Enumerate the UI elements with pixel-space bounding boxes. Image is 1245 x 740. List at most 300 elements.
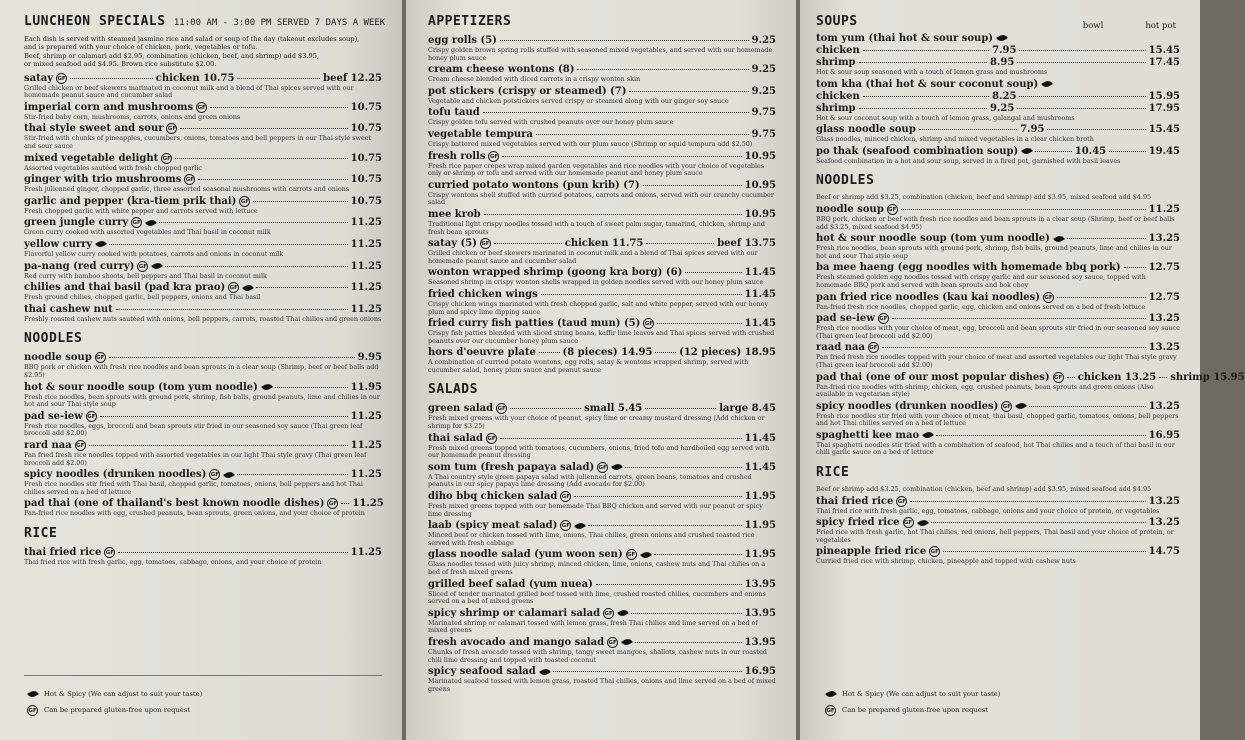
gluten-free-icon: GF (486, 433, 497, 444)
leader-dots (863, 96, 989, 97)
item-price-alt: chicken 13.25 (1077, 371, 1157, 383)
menu-item-line (24, 382, 382, 394)
leader-dots (1019, 50, 1145, 51)
item-price-alt: chicken 11.75 (564, 238, 644, 250)
item-name (816, 401, 1026, 413)
gluten-free-icon: GF (104, 547, 115, 558)
item-description: Glass noodles tossed with juicy shrimp, minced chicken, lime, onions, cashew nuts and Thai chilies on a bed of fresh mixed greens (428, 560, 766, 576)
soup-name: tom kha (thai hot & sour coconut soup) (816, 78, 1039, 90)
menu-item (816, 430, 1180, 457)
hot-pepper-icon (1021, 146, 1033, 156)
salads-items (428, 403, 776, 693)
leader-dots (253, 201, 347, 202)
soup-description: Glass noodles, minced chicken, shrimp and mixed vegetables in a clear chicken broth (816, 135, 1094, 144)
menu-item (24, 440, 382, 467)
item-description: Fresh rice noodles with your choice of meat, egg, broccoli and bean sprouts stir fried in our seasoned soy sauce (Thai green leaf broccoli add $2.00) (816, 324, 1180, 340)
item-description: Crispy battered mixed vegetables served with our plum sauce (Shrimp or squid tempura add $2.50) (428, 139, 753, 148)
leader-dots (654, 554, 742, 555)
left-panel (0, 0, 402, 740)
menu-item-line (24, 102, 382, 114)
item-name (24, 153, 172, 165)
menu-item-line (24, 196, 382, 208)
item-price: 11.25 (1148, 203, 1180, 215)
item-price: beef 12.25 (323, 72, 382, 84)
leader-dots (341, 503, 349, 504)
item-name-text: green salad (428, 403, 494, 415)
leader-dots (655, 352, 676, 353)
menu-item (816, 342, 1180, 369)
menu-item (428, 86, 776, 106)
menu-item (428, 318, 776, 345)
leader-dots (237, 474, 347, 475)
item-name-text: spicy noodles (drunken noodles) (24, 469, 207, 481)
menu-item-line (428, 579, 776, 591)
item-description: Fresh rice noodles, eggs, broccoli and bean sprouts stir fried in our seasoned soy sauce (Thai green leaf broccoli add $2.00) (24, 421, 363, 438)
item-name-text: noodle soup (816, 203, 884, 215)
price-bowl: 7.95 (1020, 124, 1045, 136)
hot-pepper-icon (242, 283, 254, 293)
leader-dots (1067, 238, 1146, 239)
item-name-text: yellow curry (24, 238, 93, 250)
item-name-text: raad naa (816, 342, 865, 354)
leader-dots (1029, 406, 1145, 407)
item-price: 11.45 (744, 288, 776, 300)
gluten-free-icon: GF (196, 102, 207, 113)
item-name (428, 433, 497, 445)
item-price: 13.95 (744, 607, 776, 619)
menu-item (428, 35, 776, 62)
menu-item (428, 666, 776, 693)
item-name (24, 196, 250, 208)
gluten-free-icon: GF (488, 151, 499, 162)
price-bowl: 8.25 (992, 90, 1017, 102)
menu-item (24, 102, 382, 122)
item-description: Marinated shrimp or calamari tossed with lemon grass, fresh Thai chilies and lime served on a bed of mixed greens (428, 618, 758, 635)
item-description: Stir-fried with chunks of pineapples, cucumbers, onions, tomatoes and bell peppers in our Thai style sweet and sour sauce (24, 134, 372, 150)
item-name-text: chilies and thai basil (pad kra prao) (24, 282, 226, 294)
item-name-text: rard naa (24, 439, 72, 451)
item-price: 10.75 (350, 195, 382, 207)
item-name (428, 180, 640, 192)
hot-pepper-icon (611, 462, 623, 472)
menu-item (816, 233, 1180, 260)
soup-item (816, 146, 1180, 166)
price-hotpot: 17.45 (1148, 57, 1181, 68)
item-price: 9.25 (751, 35, 776, 46)
item-name-text: spaghetti kee mao (816, 429, 920, 441)
item-price-alt: small 5.45 (584, 403, 643, 415)
item-price: 11.25 (352, 498, 384, 510)
menu-item (24, 73, 382, 100)
item-price: 9.25 (751, 64, 776, 76)
item-name (24, 304, 113, 316)
item-name-text: egg rolls (5) (428, 35, 497, 46)
item-name (428, 151, 499, 163)
menu-item-line (24, 73, 382, 85)
leader-dots (943, 551, 1145, 552)
item-name-text: ba mee haeng (egg noodles with homemade bbq pork) (816, 262, 1121, 274)
item-description: Seasoned shrimp in crispy wonton shells wrapped in golden noodles served with our honey plum sauce (428, 278, 764, 287)
item-name-text: green jungle curry (24, 217, 129, 229)
leader-dots (596, 584, 742, 585)
menu-item (816, 262, 1180, 289)
item-name-text: noodle soup (24, 352, 92, 364)
menu-item-line (428, 180, 776, 192)
item-price: shrimp 15.95 (1170, 371, 1245, 383)
item-price: 10.95 (744, 150, 776, 162)
hot-pepper-icon (575, 521, 587, 531)
item-price: 13.25 (1148, 233, 1180, 245)
gluten-free-icon: GF (607, 637, 618, 648)
leader-dots (574, 496, 741, 497)
gluten-free-icon: GF (161, 153, 172, 164)
menu-item (24, 469, 382, 496)
menu-item-line (428, 86, 776, 98)
price-hotpot: 19.45 (1148, 145, 1181, 157)
item-name-text: ginger with trio mushrooms (24, 174, 182, 186)
noodles-items-right (816, 203, 1245, 457)
gluten-free-icon: GF (137, 261, 148, 272)
price-hotpot: 15.45 (1148, 124, 1181, 136)
leader-dots (1124, 267, 1146, 268)
item-description: Traditional light crispy noodles tossed with a touch of sweet palm sugar, tamarind, chicken, shrimp and fresh bean sprouts (428, 219, 765, 236)
item-description: Crispy wontons shell stuffed with curried potatoes, carrots and onions, served with our crunchy cucumber salad (428, 190, 774, 207)
soup-name-line (816, 146, 1180, 158)
item-name-text: tofu taud (428, 107, 480, 119)
item-description: Crispy chicken wings marinated with fresh chopped garlic, salt and white pepper, served with our honey plum and spicy lime dipping sauce (428, 299, 769, 316)
item-price: 9.95 (357, 352, 382, 364)
gluten-free-icon: GF (643, 318, 654, 329)
hot-pepper-icon (145, 218, 157, 228)
item-description: Cream cheese blended with diced carrots in a crispy wonton skin (428, 75, 641, 84)
gluten-free-icon: GF (896, 496, 907, 507)
leader-dots (859, 62, 987, 63)
soup-price-row (816, 91, 1180, 103)
item-description: Fresh mixed greens with your choice of peanut, spicy lime or creamy mustard dressing (Add chicken or shrimp for $3.25) (428, 414, 765, 431)
item-price: 16.95 (744, 666, 776, 678)
menu-item (428, 129, 776, 149)
item-price: 9.25 (751, 85, 776, 97)
gluten-free-icon: GF (887, 204, 898, 215)
item-description: Sliced of tender marinated grilled beef tossed with lime, crushed roasted chilies, cucumbers and onions served on a bed of mixed greens (428, 589, 766, 606)
soup-item (816, 124, 1180, 144)
intro-line: and is prepared with your choice of chicken, pork, vegetables or tofu. (24, 43, 258, 52)
leader-dots (165, 266, 347, 267)
leader-dots (643, 185, 742, 186)
item-name-text: hot & sour noodle soup (tom yum noodle) (816, 233, 1050, 245)
soup-name-line (816, 79, 1180, 91)
leader-dots (500, 438, 742, 439)
menu-item-line (816, 496, 1180, 508)
leader-dots (859, 108, 987, 109)
menu-item (24, 123, 382, 150)
menu-item-line (816, 292, 1180, 304)
item-description: Thai spaghetti noodles stir fried with a combination of seafood, hot Thai chilies and a touch of thai basil in our chili garlic sauce on a bed of lettuce (816, 440, 1175, 457)
item-description: Fresh rice paper crepes wrap mixed garden vegetables and rice noodles with your choice of vegetables only or shrimp or tofu and served with our homemade peanut and honey plum sauce (428, 161, 765, 178)
price-hotpot: 15.95 (1148, 90, 1180, 102)
item-description: Crispy fish patties blended with sliced string beans, kaffir lime leaves and Thai spices served with crushed peanuts over our cucumber honey plum sauce (428, 329, 775, 345)
item-name-text: fried curry fish patties (taud mun) (5) (428, 318, 641, 330)
item-name-text: thai style sweet and sour (24, 123, 164, 135)
item-price: 11.45 (744, 461, 776, 473)
item-price: 11.45 (744, 318, 776, 330)
item-price: 13.25 (1148, 517, 1180, 529)
soup-name: po thak (seafood combination soup) (816, 145, 1019, 157)
menu-item (24, 217, 382, 237)
noodles-header-right: NOODLES (816, 173, 875, 189)
legend-hot-text: Hot & Spicy (We can adjust to suit your taste) (44, 690, 203, 698)
gluten-free-icon: GF (239, 196, 250, 207)
item-description: Grilled chicken or beef skewers marinated in coconut milk and a blend of Thai spices served with our homemade peanut sauce and cucumber salad (428, 249, 758, 265)
item-name (24, 261, 162, 273)
item-name-text: pineapple fried rice (816, 546, 927, 558)
item-name (24, 382, 272, 394)
gluten-free-icon: GF (560, 520, 571, 531)
item-name (428, 86, 626, 98)
item-price: 11.25 (350, 439, 382, 451)
item-price: 11.25 (350, 282, 382, 294)
item-description: Fresh rice noodles, bean sprouts with ground pork, shrimp, fish balls, ground peanuts, lime and chilies in our hot and sour Thai style soup (816, 244, 1172, 260)
item-name-text: mixed vegetable delight (24, 152, 159, 164)
hot-pepper-icon (922, 430, 934, 440)
menu-item (428, 520, 776, 547)
item-price: 10.95 (744, 179, 776, 191)
menu-item (24, 304, 382, 324)
hot-pepper-icon (27, 689, 39, 699)
menu-item (428, 107, 776, 127)
menu-item-line (428, 608, 776, 620)
menu-item (816, 546, 1180, 566)
item-name-text: hors d'oeuvre plate (428, 347, 536, 359)
leader-dots (629, 91, 748, 92)
item-name (816, 496, 907, 508)
item-name-text: fresh rolls (428, 150, 486, 162)
leader-dots (539, 352, 560, 353)
rice-items-left (24, 547, 382, 567)
gluten-free-icon: GF (903, 517, 914, 528)
rice-intro: Beef or shrimp add $3.25, combination (chicken, beef and shrimp) add $3.95, mixed seafood add $4.95 (816, 485, 1152, 494)
item-description: Pan-fried fresh rice noodles, chopped garlic, egg, chicken and onions served on a bed of fresh lettuce (816, 302, 1146, 311)
item-name-text: pad se-iew (24, 410, 83, 422)
gluten-free-icon: GF (27, 705, 38, 716)
menu-item-line (24, 411, 382, 423)
leader-dots (116, 309, 348, 310)
item-name-text: curried potato wontons (pun krib) (7) (428, 179, 640, 191)
menu-item-line (428, 433, 776, 445)
item-description: Curried fried rice with shrimp, chicken, pineapple and topped with cashew nuts (816, 557, 1076, 566)
rice-items-right (816, 496, 1180, 566)
item-price: 13.25 (1148, 495, 1180, 507)
noodles-items-left (24, 352, 382, 518)
item-description: Pan fried fresh rice noodles topped with your choice of meat and assorted vegetables our light Thai style gravy (Thai green leaf broccoli add $2.00) (816, 353, 1177, 369)
menu-item (24, 547, 382, 567)
item-price: large 8.45 (719, 403, 776, 415)
item-name (24, 102, 207, 114)
price-hotpot: 17.95 (1148, 102, 1181, 114)
luncheon-items (24, 73, 382, 324)
menu-item-line (816, 371, 1245, 384)
menu-item (24, 153, 382, 173)
item-description: Stir-fried baby corn, mushrooms, carrots, onions and green onions (24, 112, 241, 121)
menu-item (24, 196, 382, 216)
item-name (428, 608, 628, 620)
item-description: Red curry with bamboo shoots, bell peppers and Thai basil in coconut milk (24, 271, 267, 280)
leader-dots (1109, 151, 1146, 152)
menu-item (428, 289, 776, 316)
soup-variant: shrimp (816, 57, 856, 68)
appetizers-header: APPETIZERS (428, 14, 512, 29)
leader-dots (588, 525, 741, 526)
item-price: 11.25 (350, 546, 382, 558)
item-price: beef 13.75 (717, 238, 777, 250)
gluten-free-icon: GF (868, 342, 879, 353)
leader-dots (541, 294, 742, 295)
item-price: 13.25 (1148, 313, 1180, 325)
soup-item (816, 33, 1180, 77)
item-description: Freshly roasted cashew nuts sautéed with onions, bell peppers, carrots, roasted Thai chilies and green onions (24, 314, 382, 323)
price-bowl: 9.25 (989, 102, 1015, 114)
item-description: Fresh ground chilies, chopped garlic, bell peppers, onions and Thai basil (24, 293, 261, 302)
leader-dots (502, 156, 741, 157)
hot-pepper-icon (95, 239, 107, 249)
item-description: Fresh chopped garlic with white pepper and carrots served with lettuce (24, 206, 258, 215)
item-description: Fresh mixed greens topped with our homemade Thai BBQ chicken and served with our peanut or spicy lime dressing (428, 502, 763, 518)
item-name-text: thai fried rice (24, 546, 102, 558)
item-description: A combination of curried potato wontons, egg rolls, satay & wontons wrapped shrimp, served with cucumber salad, honey plum sauce and peanut sauce (428, 358, 749, 374)
gluten-free-icon: GF (1001, 401, 1012, 412)
leader-dots (109, 357, 355, 358)
leader-dots (175, 158, 347, 159)
soup-item (816, 79, 1180, 123)
item-price: 11.95 (744, 549, 776, 561)
leader-dots (159, 222, 347, 223)
soup-name-line (816, 33, 1180, 45)
gluten-free-icon: GF (86, 411, 97, 422)
item-price: 9.75 (751, 107, 776, 119)
soup-description: Hot & sour coconut soup with a touch of lemon grass, galangal and mushrooms (816, 113, 1075, 122)
gluten-free-icon: GF (184, 174, 195, 185)
menu-item (428, 462, 776, 489)
intro-line: or mixed seafood add $4.95. Brown rice substitute $2.00. (24, 60, 217, 69)
item-price: 11.45 (744, 432, 776, 444)
item-price: 16.95 (1148, 429, 1180, 441)
menu-item (816, 204, 1180, 231)
item-name-text: mee krob (428, 208, 481, 220)
leader-dots (180, 128, 347, 129)
leader-dots (100, 416, 348, 417)
item-name-text: spicy noodles (drunken noodles) (816, 400, 999, 412)
salads-header: SALADS (428, 382, 478, 398)
item-price: 10.75 (350, 152, 382, 164)
leader-dots (1035, 151, 1072, 152)
leader-dots (931, 522, 1146, 523)
menu-item-line (428, 151, 776, 163)
leader-dots (919, 129, 1017, 130)
item-description: Fresh julienned ginger, chopped garlic, three assorted seasonal mushrooms with carrots and onions (24, 185, 350, 194)
legend-gf-text: Can be prepared gluten-free upon request (842, 706, 989, 714)
leader-dots (645, 408, 716, 409)
item-price: 10.75 (350, 123, 382, 135)
item-name-text: hot & sour noodle soup (tom yum noodle) (24, 381, 258, 393)
hot-pepper-icon (1041, 78, 1053, 88)
leader-dots (89, 445, 348, 446)
item-name (24, 73, 67, 85)
leader-dots (484, 214, 742, 215)
leader-dots (536, 134, 749, 135)
legend-left (24, 686, 202, 718)
leader-dots (553, 671, 742, 672)
appetizers-items (428, 35, 776, 374)
noodles-header-left: NOODLES (24, 331, 83, 347)
legend-right (822, 686, 1000, 718)
leader-dots (901, 209, 1146, 210)
leader-dots (882, 347, 1146, 348)
gluten-free-icon: GF (603, 608, 614, 619)
item-description: Vegetable and chicken potstickers served crispy or steamed along with our ginger soy sauce (428, 96, 729, 105)
gluten-free-icon: GF (228, 282, 239, 293)
item-price: 10.75 (350, 174, 382, 186)
item-name-text: diho bbq chicken salad (428, 491, 558, 503)
soup-variant: chicken (816, 90, 860, 102)
soup-variant: shrimp (816, 102, 856, 114)
hot-pepper-icon (261, 382, 273, 392)
gluten-free-icon: GF (626, 549, 637, 560)
menu-item (24, 261, 382, 281)
item-description: Flavorful yellow curry cooked with potatoes, carrots and onions in coconut milk (24, 249, 284, 258)
gluten-free-icon: GF (929, 546, 940, 557)
gluten-free-icon: GF (560, 491, 571, 502)
noodles-intro: Beef or shrimp add $3.25, combination (chicken, beef and shrimp) add $3.95, mixed seafood add $4.95 (816, 193, 1152, 202)
soups-items (816, 33, 1180, 165)
leader-dots (1019, 96, 1145, 97)
menu-item-line (24, 304, 382, 316)
menu-item-line (24, 153, 382, 165)
gluten-free-icon: GF (496, 403, 507, 414)
gluten-free-icon: GF (209, 469, 220, 480)
item-price: 13.95 (744, 578, 776, 590)
item-name-text: fresh avocado and mango salad (428, 636, 605, 648)
leader-dots (1067, 377, 1075, 378)
menu-item (428, 491, 776, 518)
leader-dots (1047, 129, 1145, 130)
item-description: Grilled chicken or beef skewers marinated in coconut milk and a blend of Thai spices served with our homemade peanut sauce and cucumber salad (24, 83, 354, 100)
item-description: Green curry cooked with assorted vegetables and Thai basil in coconut milk (24, 228, 271, 237)
menu-item (428, 180, 776, 207)
menu-item (428, 347, 776, 374)
soup-price-row (816, 103, 1180, 115)
hot-pepper-icon (825, 689, 837, 699)
leader-dots (936, 435, 1146, 436)
menu-item (24, 498, 382, 518)
menu-item (428, 579, 776, 606)
menu-item (428, 209, 776, 236)
luncheon-title: LUNCHEON SPECIALS (24, 14, 166, 29)
leader-dots (657, 323, 741, 324)
item-description: Fresh rice noodles, bean sprouts with ground pork, shrimp, fish balls, ground peanuts, lime and chilies in our hot and sour Thai style soup (24, 392, 380, 409)
soup-description: Seafood combination in a hot and sour soup, served in a fired pot, garnished with basil leaves (816, 156, 1121, 165)
item-price: (12 pieces) 18.95 (679, 347, 776, 359)
item-price: 11.25 (350, 410, 382, 422)
leader-dots (1159, 377, 1167, 378)
menu-item (24, 411, 382, 438)
item-name-text: vegetable tempura (428, 128, 533, 140)
item-price: 11.45 (744, 267, 776, 279)
leader-dots (1057, 297, 1146, 298)
hot-pepper-icon (621, 637, 633, 647)
item-description: Minced beef or chicken tossed with lime, onions, Thai chilies, green onions and crushed toasted rice served with fresh cabbage (428, 531, 755, 547)
item-description: Thai fried rice with fresh garlic, egg, tomatoes, cabbage, onions and your choice of protein, or vegetables (816, 506, 1160, 515)
leader-dots (70, 78, 153, 79)
